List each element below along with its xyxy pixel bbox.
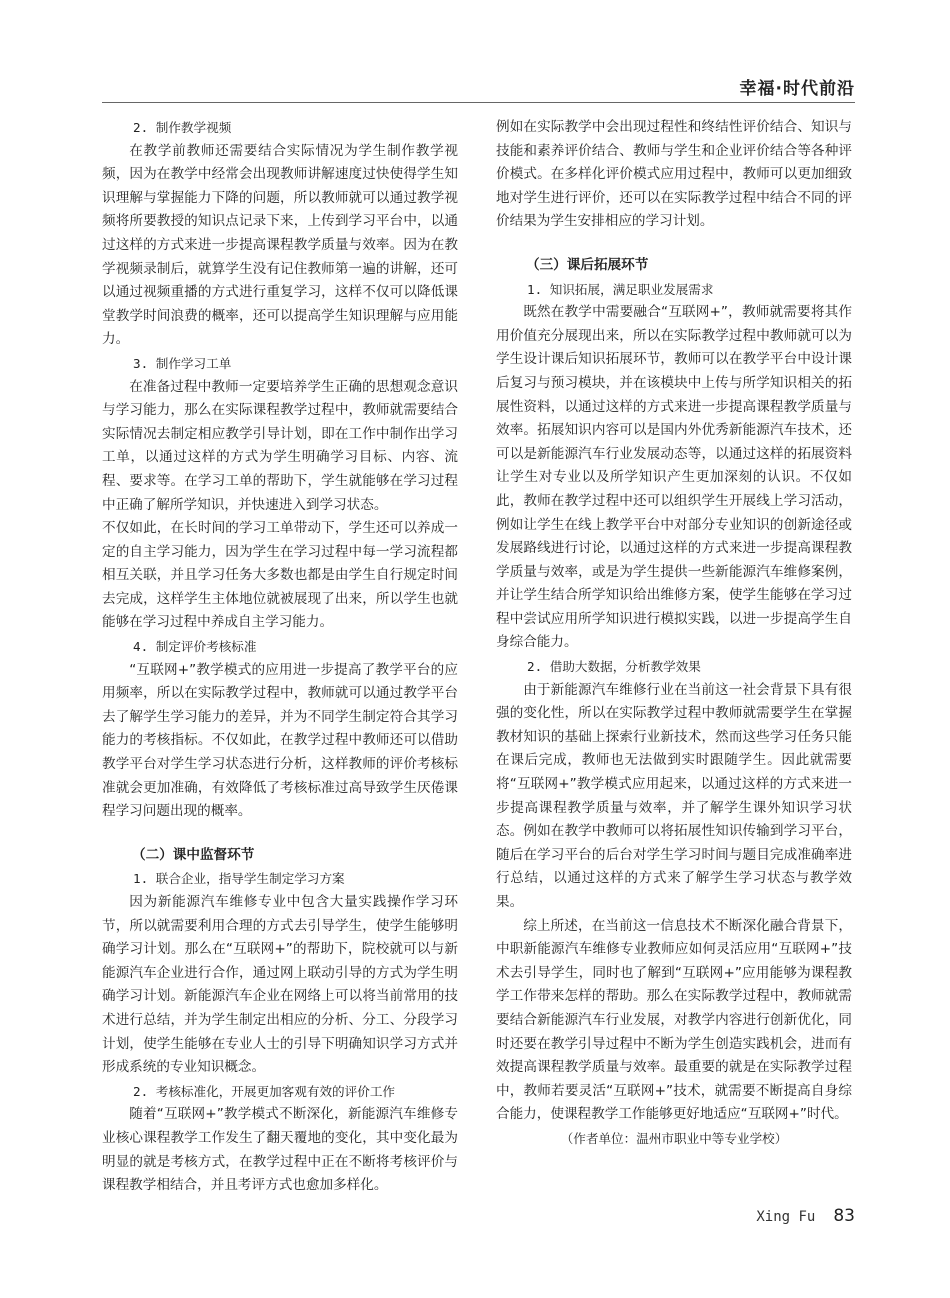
paragraph-expand: 既然在教学中需要融合“互联网+”，教师就需要将其作用价值充分展现出来，所以在实际教学过程中教师就可以为学生设计课后知识拓展环节，教师可以在教学平台中设计课后复习与预习模块，并在该模块中上传与所学知识相关的拓展性资料，以通过这样的方式来进一步提高课程教学质量与效率。拓展知识内容可以是国内外优秀新能源汽车技术，还可以是新能源汽车行业发展动态等，以通过这样的拓展资料让学生对专业以及所学知识产生更加深刻的认识。不仅如此，教师在教学过程中还可以组织学生开展线上学习活动，例如让学生在线上教学平台中对部分专业知识的创新途径或发展路线进行讨论，以通过这样的方式来进一步提高课程教学质量与效率，或是为学生提供一些新能源汽车维修案例，并让学生结合所学知识给出维修方案，使学生能够在学习过程中尝试应用所学知识进行模拟实践，以进一步提高学生自身综合能力。 — [496, 304, 852, 651]
page-number: 83 — [833, 1206, 855, 1226]
subheading-worksheet: 3. 制作学习工单 — [133, 355, 232, 371]
header-divider — [102, 102, 855, 103]
section-gap — [496, 234, 852, 254]
section-gap — [102, 824, 458, 844]
paragraph-video: 在教学前教师还需要结合实际情况为学生制作教学视频，因为在教学中经常会出现教师讲解速度过快使得学生知识理解与掌握能力下降的问题，所以教师就可以通过教学视频将所要教授的知识点记录下来，上传到学习平台中，以通过这样的方式来进一步提高课程教学质量与效率。因为在教学视频录制后，就算学生没有记住教师第一遍的讲解，还可以通过视频重播的方式进行重复学习，这样不仅可以降低课堂教学时间浪费的概率，还可以提高学生知识理解与应用能力。 — [102, 142, 458, 348]
paragraph-big-data: 由于新能源汽车维修行业在当前这一社会背景下具有很强的变化性，所以在实际教学过程中教师就需要学生在掌握教材知识的基础上探索行业新技术，然而这些学习任务只能在课后完成，教师也无法做到实时跟随学生。因此就需要将“互联网+”教学模式应用起来，以通过这样的方式来进一步提高课程教学质量与效率，并了解学生课外知识学习状态。例如在教学中教师可以将拓展性知识传输到学习平台，随后在学习平台的后台对学生学习时间与题目完成准确率进行总结，以通过这样的方式来了解学生学习状态与教学效果。 — [496, 681, 852, 910]
subheading-make-video: 2. 制作教学视频 — [133, 120, 232, 135]
section-heading-after-class: （三）课后拓展环节 — [526, 256, 649, 273]
paragraph-worksheet-2: 不仅如此，在长时间的学习工单带动下，学生还可以养成一定的自主学习能力，因为学生在学习过程中每一学习流程都相互关联，并且学习任务大多数也都是由学生自行规定时间去完成，这样学生主体地位就被展现了出来，所以学生也就能够在学习过程中养成自主学习能力。 — [102, 520, 458, 631]
paragraph-enterprise: 因为新能源汽车维修专业中包含大量实践操作学习环节，所以就需要利用合理的方式去引导学生，使学生能够明确学习计划。那么在“互联网+”的帮助下，院校就可以与新能源汽车企业进行合作，通过网上联动引导的方式为学生明确学习计划。新能源汽车企业在网络上可以将当前常用的技术进行总结，并为学生制定出相应的分析、分工、分段学习计划，使学生能够在专业人士的引导下明确知识学习方式并形成系统的专业知识概念。 — [102, 894, 458, 1076]
subheading-big-data: 2. 借助大数据，分析教学效果 — [527, 659, 701, 675]
author-affiliation: （作者单位：温州市职业中等专业学校） — [560, 1130, 788, 1146]
subheading-evaluation: 4. 制定评价考核标准 — [133, 639, 257, 655]
right-column — [496, 116, 852, 1151]
paragraph-continued: 例如在实际教学中会出现过程性和终结性评价结合、知识与技能和素养评价结合、教师与学生和企业评价结合等各种评价模式。在多样化评价模式应用过程中，教师可以更加细致地对学生进行评价，还可以在实际教学过程中结合不同的评价结果为学生安排相应的学习计划。 — [496, 119, 852, 230]
subheading-enterprise: 1. 联合企业，指导学生制定学习方案 — [133, 871, 345, 887]
page-footer — [756, 1206, 855, 1226]
paragraph-standard: 随着“互联网+”教学模式不断深化，新能源汽车维修专业核心课程教学工作发生了翻天覆地的变化，其中变化最为明显的就是考核方式，在教学过程中正在不断将考核评价与课程教学相结合，并且考评方式也愈加多样化。 — [102, 1106, 458, 1194]
section-heading-in-class: （二）课中监督环节 — [132, 846, 255, 863]
paragraph-worksheet-1: 在准备过程中教师一定要培养学生正确的思想观念意识与学习能力，那么在实际课程教学过程中，教师就需要结合实际情况去制定相应教学引导计划，即在工作中制作出学习工单，以通过这样的方式为学生明确学习目标、内容、流程、要求等。在学习工单的帮助下，学生就能够在学习过程中正确了解所学知识，并快速进入到学习状态。 — [102, 378, 458, 513]
left-column — [102, 116, 458, 1198]
footer-magazine-name: Xing Fu — [756, 1209, 816, 1225]
subheading-knowledge-expand: 1. 知识拓展，满足职业发展需求 — [527, 281, 714, 297]
subheading-standard: 2. 考核标准化，开展更加客观有效的评价工作 — [133, 1083, 396, 1099]
running-header-title: 幸福·时代前沿 — [739, 79, 855, 99]
paragraph-evaluation: “互联网+”教学模式的应用进一步提高了教学平台的应用频率，所以在实际教学过程中，教师就可以通过教学平台去了解学生学习能力的差异，并为不同学生制定符合其学习能力的考核指标。不仅如此，在教学过程中教师还可以借助教学平台对学生学习状态进行分析，这样教师的评价考核标准就会更加准确，有效降低了考核标准过高导致学生厌倦课程学习问题出现的概率。 — [102, 661, 458, 820]
paragraph-conclusion: 综上所述，在当前这一信息技术不断深化融合背景下，中职新能源汽车维修专业教师应如何灵活应用“互联网+”技术去引导学生，同时也了解到“互联网+”应用能够为课程教学工作带来怎样的帮助。那么在实际教学过程中，教师就需要结合新能源汽车行业发展，对教学内容进行创新优化，同时还要在教学引导过程中不断为学生创造实践机会，进而有效提高课程教学质量与效率。最重要的就是在实际教学过程中，教师若要灵活“互联网+”技术，就需要不断提高自身综合能力，使课程教学工作能够更好地适应“互联网+”时代。 — [496, 917, 852, 1123]
